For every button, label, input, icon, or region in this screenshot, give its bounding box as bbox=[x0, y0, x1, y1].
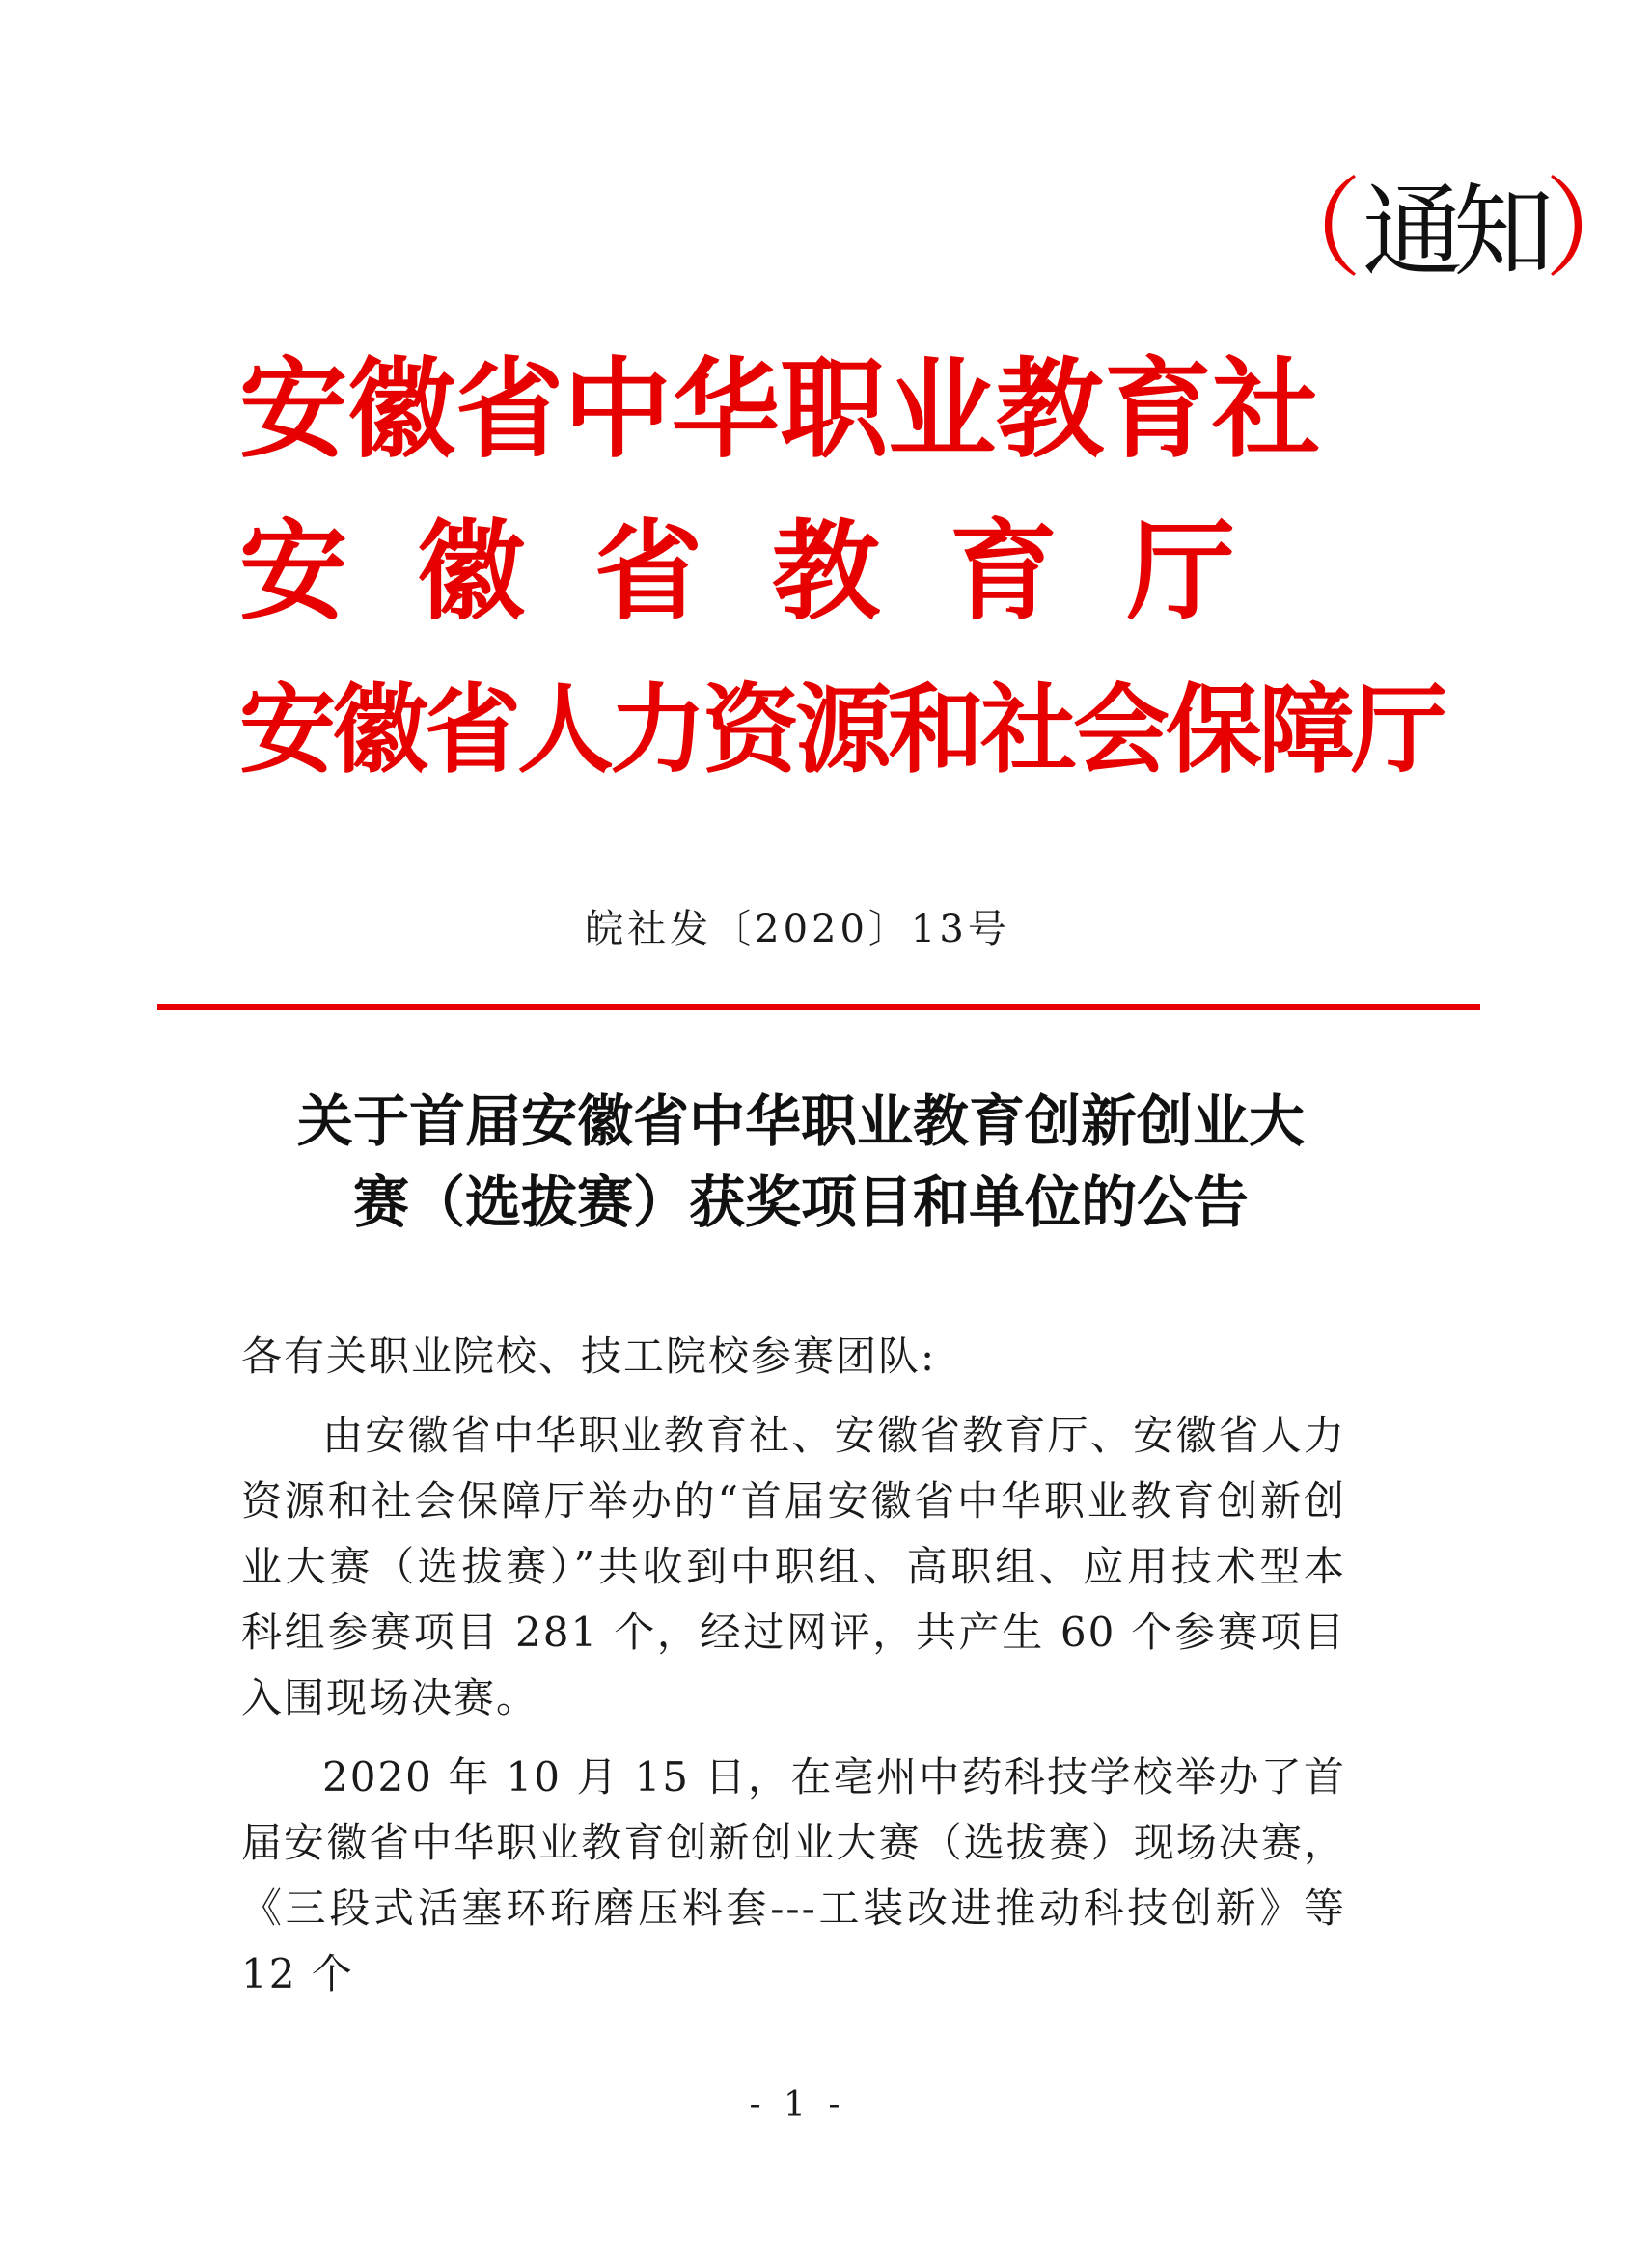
salutation: 各有关职业院校、技工院校参赛团队: bbox=[241, 1333, 937, 1380]
issuer-line-1: 安徽省中华职业教育社 bbox=[239, 347, 1320, 473]
issuer-line-2: 安徽省教育厅 bbox=[239, 509, 1305, 635]
issuer-line-3: 安徽省人力资源和社会保障厅 bbox=[239, 674, 1444, 786]
document-title bbox=[174, 1081, 1428, 1243]
document-body bbox=[241, 1324, 1346, 2021]
title-line-1: 关于首届安徽省中华职业教育创新创业大 bbox=[296, 1088, 1305, 1154]
document-type-label bbox=[1254, 162, 1652, 297]
doc-type-open-paren: （ bbox=[1254, 167, 1363, 292]
title-line-2: 赛（选拔赛）获奖项目和单位的公告 bbox=[352, 1169, 1249, 1235]
page-number: - 1 - bbox=[749, 2085, 846, 2125]
red-divider-line bbox=[157, 1004, 1480, 1010]
doc-type-close-paren: ） bbox=[1544, 167, 1652, 292]
document-number: 皖社发〔2020〕13号 bbox=[585, 907, 1010, 951]
doc-type-text: 通知 bbox=[1363, 173, 1545, 290]
body-paragraph: 2020 年 10 月 15 日，在亳州中药科技学校举办了首届安徽省中华职业教育创新创业大赛（选拔赛）现场决赛，《三段式活塞环珩磨压料套---工装改进推动科技创新》等 12 个 bbox=[241, 1753, 1346, 1997]
body-paragraph: 由安徽省中华职业教育社、安徽省教育厅、安徽省人力资源和社会保障厅举办的“首届安徽省中华职业教育创新创业大赛（选拔赛）”共收到中职组、高职组、应用技术型本科组参赛项目 281 个，经过网评，共产生 60 个参赛项目入围现场决赛。 bbox=[241, 1412, 1346, 1721]
